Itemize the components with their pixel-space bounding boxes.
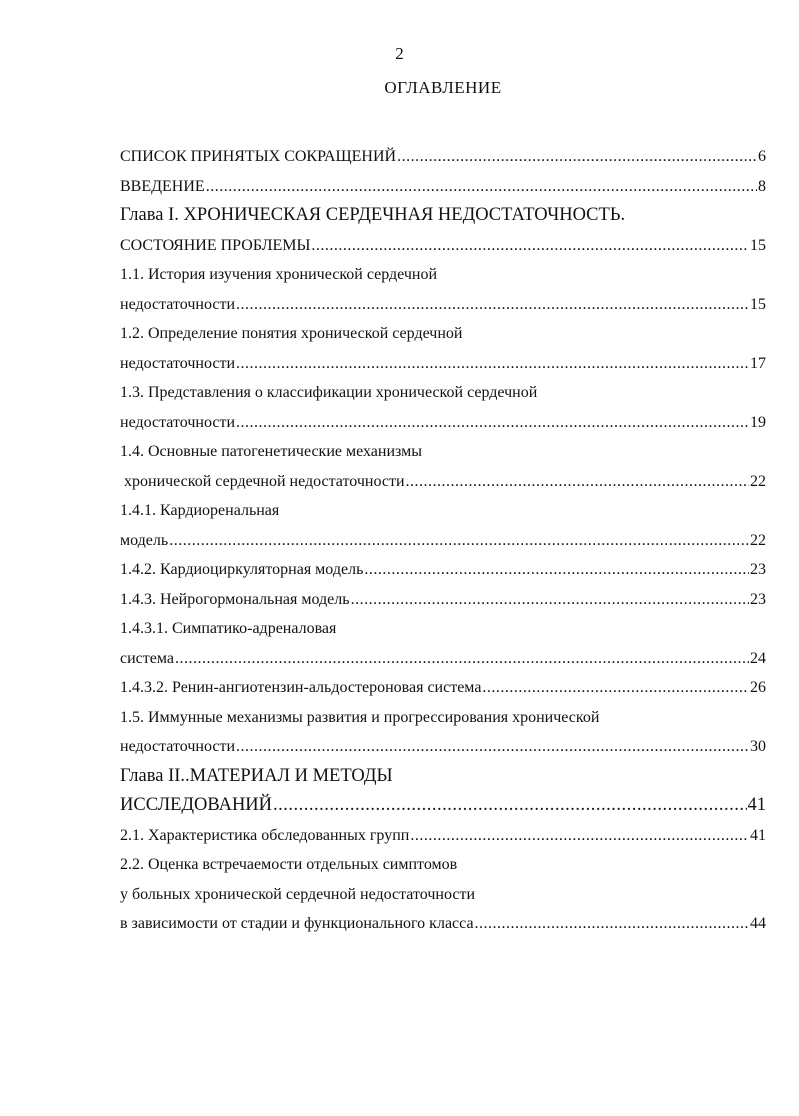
- toc-entry-1-1-cont: недостаточности ..... 15: [120, 290, 766, 320]
- toc-entry-introduction: ВВЕДЕНИЕ ..... 8: [120, 172, 766, 202]
- toc-entry-1-5: 1.5. Иммунные механизмы развития и прогрессирования хронической: [120, 708, 600, 726]
- toc-entry-1-4-3-1-cont: система ..... 24: [120, 644, 766, 674]
- toc-entry-chapter-2-cont: ИССЛЕДОВАНИЙ ..... 41: [120, 791, 766, 821]
- toc-entry-1-4-3-2: 1.4.3.2. Ренин-ангиотензин-альдостероновая система ..... 26: [120, 673, 766, 703]
- toc-entry-2-2: 2.2. Оценка встречаемости отдельных симптомов: [120, 856, 458, 873]
- toc-entry-2-2-cont-1: у больных хронической сердечной недостаточности: [120, 885, 476, 903]
- toc-entry-2-2-cont-2: в зависимости от стадии и функционального класса ..... 44: [120, 909, 766, 939]
- page-title: ОГЛАВЛЕНИЕ: [384, 78, 502, 97]
- toc-entry-1-4-2: 1.4.2. Кардиоциркуляторная модель ..... 23: [120, 555, 766, 585]
- toc-entry-1-4-1-cont: модель ..... 22: [120, 526, 766, 556]
- toc-entry-chapter-1: Глава I. ХРОНИЧЕСКАЯ СЕРДЕЧНАЯ НЕДОСТАТОЧНОСТЬ.: [120, 205, 626, 225]
- toc-entry-chapter-2: Глава II..МАТЕРИАЛ И МЕТОДЫ: [120, 765, 393, 786]
- page-number: 2: [395, 44, 404, 63]
- toc-entry-1-5-cont: недостаточности ..... 30: [120, 732, 766, 762]
- toc-entry-1-4-1: 1.4.1. Кардиоренальная: [120, 502, 280, 519]
- table-of-contents: [120, 142, 766, 939]
- toc-entry-1-2-cont: недостаточности ..... 17: [120, 349, 766, 379]
- toc-entry-1-1: 1.1. История изучения хронической сердечной: [120, 266, 438, 283]
- toc-entry-1-2: 1.2. Определение понятия хронической сердечной: [120, 325, 463, 342]
- toc-entry-1-4: 1.4. Основные патогенетические механизмы: [120, 443, 422, 460]
- toc-entry-1-3: 1.3. Представления о классификации хронической сердечной: [120, 384, 538, 401]
- toc-entry-chapter-1-cont: СОСТОЯНИЕ ПРОБЛЕМЫ ..... 15: [120, 231, 766, 261]
- toc-entry-1-3-cont: недостаточности ..... 19: [120, 408, 766, 438]
- toc-entry-1-4-cont: хронической сердечной недостаточности ..... 22: [120, 467, 766, 497]
- toc-entry-1-4-3-1: 1.4.3.1. Симпатико-адреналовая: [120, 620, 337, 637]
- toc-entry-abbreviations: СПИСОК ПРИНЯТЫХ СОКРАЩЕНИЙ ..... 6: [120, 142, 766, 172]
- toc-entry-2-1: 2.1. Характеристика обследованных групп ..... 41: [120, 821, 766, 851]
- toc-entry-1-4-3: 1.4.3. Нейрогормональная модель ..... 23: [120, 585, 766, 615]
